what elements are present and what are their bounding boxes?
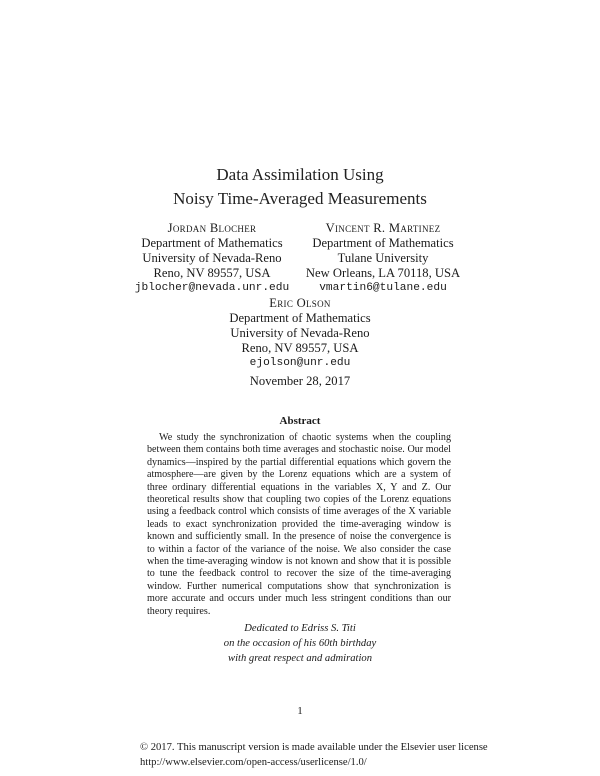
author-block-3	[210, 296, 390, 371]
author-address: Reno, NV 89557, USA	[153, 266, 271, 280]
license-notice: © 2017. This manuscript version is made available under the Elsevier user license	[140, 742, 488, 753]
author-university: Tulane University	[337, 251, 429, 265]
title-line-2: Noisy Time-Averaged Measurements	[173, 189, 427, 208]
dedication	[0, 621, 600, 666]
author-department: Department of Mathematics	[141, 236, 283, 250]
abstract-text: We study the synchronization of chaotic systems when the coupling between them contains both time averages and stochastic noise. Our model dynamics—inspired by the partial differential equations which govern the atmosphere—are given by the Lorenz equations which are a system of three ordinary differential equations in the variables X, Y and Z. Our theoretical results show that coupling two copies of the Lorenz equations using a feedback control which consists of time averages of the X variable leads to exact synchronization provided the time-averaging window is known and sufficiently small. In the presence of noise the convergence is to within a factor of the variance of the noise. We also consider the case when the time-averaging window is not known and show that it is possible to tune the feedback control to recover the size of the time-averaging window. Further numerical computations show that synchronization is more accurate and occurs under much less stringent conditions than our theory requires.	[147, 432, 451, 617]
author-department: Department of Mathematics	[229, 311, 371, 325]
author-name: Eric Olson	[269, 296, 331, 310]
author-university: University of Nevada-Reno	[142, 251, 282, 265]
dedication-line-2: on the occasion of his 60th birthday	[223, 638, 377, 649]
author-address: Reno, NV 89557, USA	[241, 341, 359, 355]
paper-title	[0, 163, 600, 211]
author-department: Department of Mathematics	[312, 236, 454, 250]
author-name: Vincent R. Martinez	[325, 221, 441, 235]
author-email: vmartin6@tulane.edu	[319, 282, 447, 294]
author-block-1	[132, 221, 292, 296]
author-university: University of Nevada-Reno	[230, 326, 370, 340]
author-email: ejolson@unr.edu	[249, 357, 351, 369]
license-footer	[140, 740, 580, 770]
title-line-1: Data Assimilation Using	[216, 165, 384, 184]
author-email: jblocher@nevada.unr.edu	[134, 282, 290, 294]
license-url[interactable]: http://www.elsevier.com/open-access/userlicense/1.0/	[140, 757, 367, 768]
dedication-line-3: with great respect and admiration	[228, 653, 372, 664]
author-address: New Orleans, LA 70118, USA	[305, 266, 461, 280]
dedication-line-1: Dedicated to Edriss S. Titi	[244, 623, 356, 634]
author-name: Jordan Blocher	[167, 221, 257, 235]
paper-date: November 28, 2017	[249, 374, 351, 388]
author-block-2	[298, 221, 468, 296]
abstract-heading: Abstract	[279, 415, 321, 427]
page-number: 1	[297, 705, 303, 717]
